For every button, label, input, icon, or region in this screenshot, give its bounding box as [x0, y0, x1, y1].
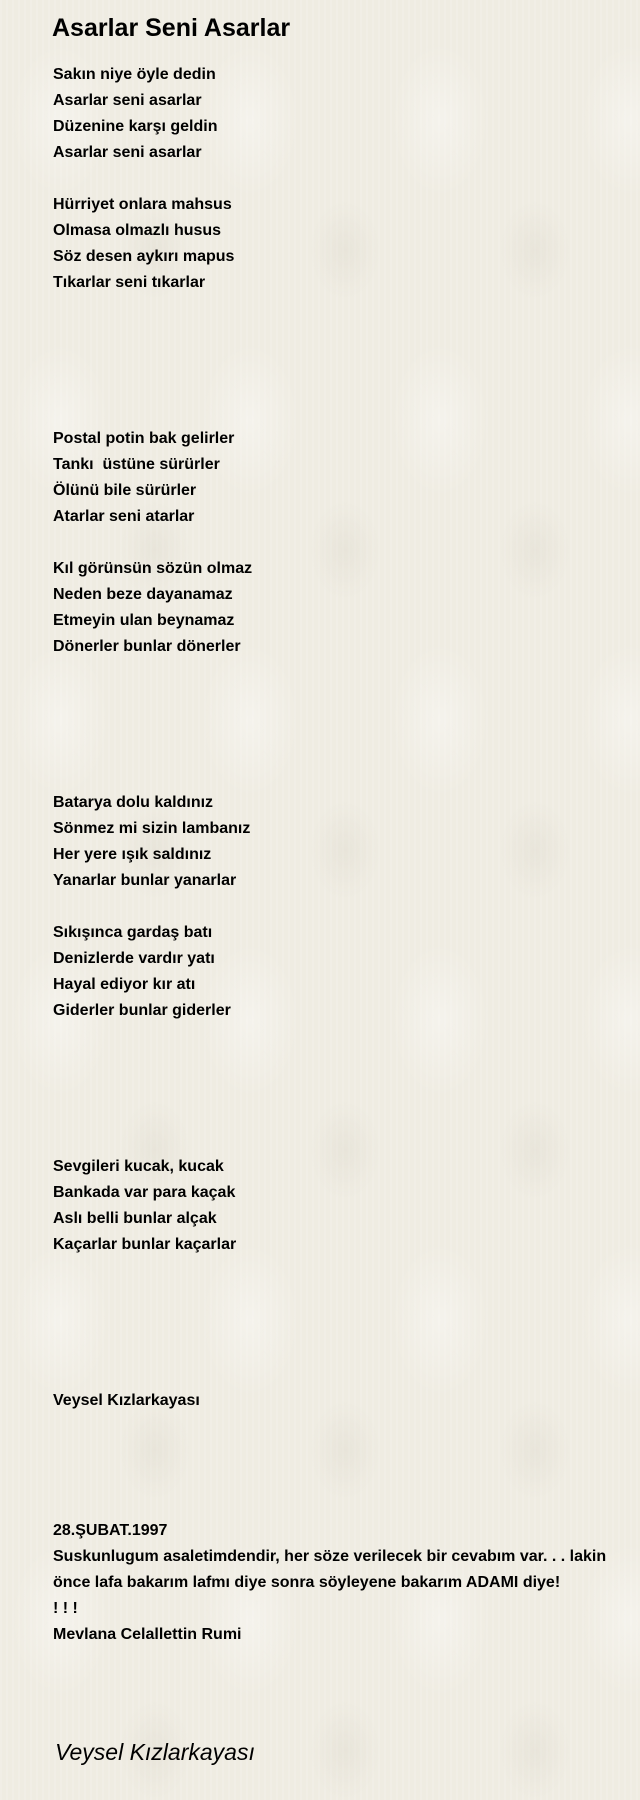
- poem-line: Sıkışınca gardaş batı: [53, 924, 213, 941]
- poem-line: Neden beze dayanamaz: [53, 586, 233, 603]
- poem-line: Giderler bunlar giderler: [53, 1002, 231, 1019]
- stanza-gap: [53, 166, 623, 192]
- section-gap: [53, 1024, 623, 1154]
- poem-line: Denizlerde vardır yatı: [53, 950, 215, 967]
- poem-line: Postal potin bak gelirler: [53, 430, 235, 447]
- poem-line: Bankada var para kaçak: [53, 1184, 236, 1201]
- signature: Veysel Kızlarkayası: [55, 1739, 255, 1765]
- poem-line: Her yere ışık saldınız: [53, 846, 212, 863]
- exclamation-line: ! ! !: [53, 1600, 78, 1617]
- poem-line: Tankı üstüne sürürler: [53, 456, 220, 473]
- poem-content: [53, 0, 623, 1648]
- poem-line: Aslı belli bunlar alçak: [53, 1210, 217, 1227]
- poem-line: Sevgileri kucak, kucak: [53, 1158, 224, 1175]
- poem-line: Atarlar seni atarlar: [53, 508, 195, 525]
- poem-line: Batarya dolu kaldınız: [53, 794, 214, 811]
- stanza: [53, 790, 623, 894]
- poem-line: Yanarlar bunlar yanarlar: [53, 872, 237, 889]
- poem-line: Asarlar seni asarlar: [53, 144, 202, 161]
- section-gap: [53, 1258, 623, 1388]
- author-line: Veysel Kızlarkayası: [53, 1392, 200, 1409]
- poem-line: Düzenine karşı geldin: [53, 118, 218, 135]
- stanza: [53, 556, 623, 660]
- section-gap: [53, 1414, 623, 1518]
- stanza-gap: [53, 894, 623, 920]
- stanza: [53, 1154, 623, 1258]
- poem-line: Kaçarlar bunlar kaçarlar: [53, 1236, 237, 1253]
- poem-line: Etmeyin ulan beynamaz: [53, 612, 235, 629]
- poem-line: Hayal ediyor kır atı: [53, 976, 196, 993]
- section-gap: [53, 660, 623, 790]
- stanza: [53, 62, 623, 166]
- poem-title: Asarlar Seni Asarlar: [52, 14, 291, 42]
- stanza: [53, 192, 623, 296]
- poem-line: Tıkarlar seni tıkarlar: [53, 274, 206, 291]
- poem-line: Hürriyet onlara mahsus: [53, 196, 232, 213]
- poem-line: Asarlar seni asarlar: [53, 92, 202, 109]
- poem-line: Dönerler bunlar dönerler: [53, 638, 241, 655]
- date-line: 28.ŞUBAT.1997: [53, 1522, 168, 1539]
- stanza: [53, 426, 623, 530]
- poem-body: [53, 62, 623, 1648]
- poem-line: Söz desen aykırı mapus: [53, 248, 235, 265]
- quote-text: Suskunlugum asaletimdendir, her söze verilecek bir cevabım var. . . lakin önce lafa bakarım lafmı diye sonra söyleyene bakarım ADAMI diye!: [53, 1548, 607, 1591]
- poem-line: Kıl görünsün sözün olmaz: [53, 560, 253, 577]
- poem-line: Sakın niye öyle dedin: [53, 66, 216, 83]
- poem-line: Sönmez mi sizin lambanız: [53, 820, 251, 837]
- poem-line: Olmasa olmazlı husus: [53, 222, 222, 239]
- quote-author: Mevlana Celallettin Rumi: [53, 1626, 242, 1643]
- stanza: [53, 920, 623, 1024]
- poem-line: Ölünü bile sürürler: [53, 482, 197, 499]
- section-gap: [53, 296, 623, 426]
- stanza-gap: [53, 530, 623, 556]
